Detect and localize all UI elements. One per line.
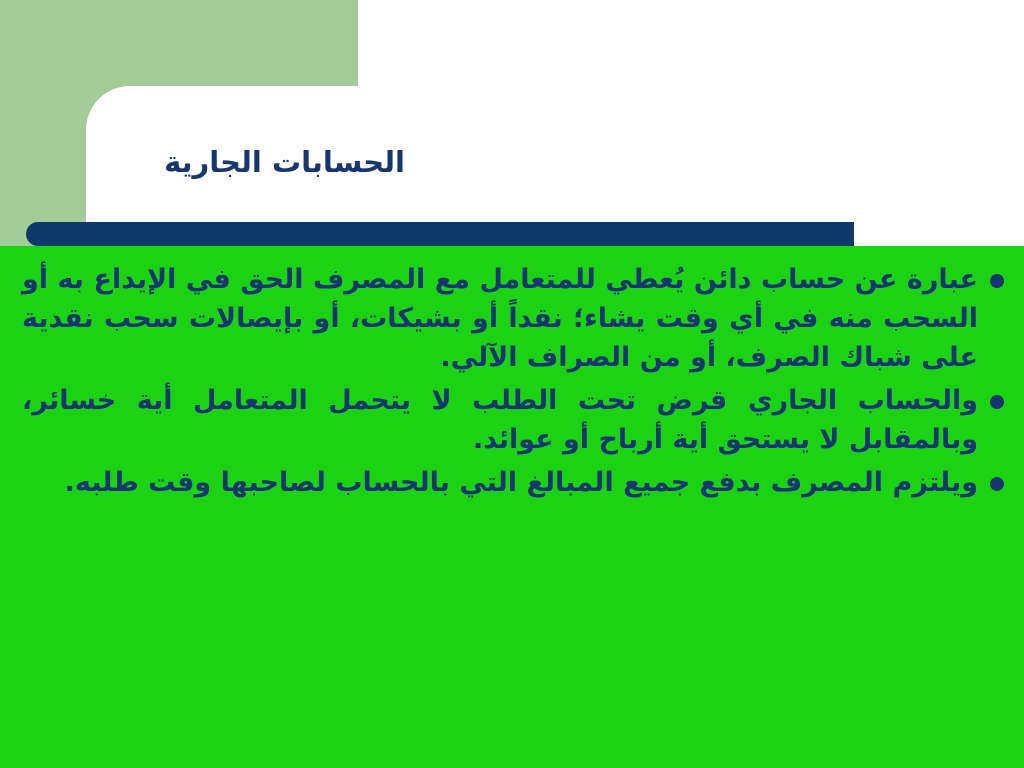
bullet-item — [16, 260, 1008, 377]
content-panel — [0, 246, 1024, 768]
bullet-dot-icon — [990, 274, 1004, 288]
slide-title: الحسابات الجارية — [164, 145, 405, 179]
bullet-item — [16, 381, 1008, 459]
bullet-text: عبارة عن حساب دائن يُعطي للمتعامل مع المصرف الحق في الإيداع به أو السحب منه في أي وقت يشاء؛ نقداً أو بشيكات، أو بإيصالات سحب نقدية على شباك الصرف، أو من الصراف الآلي. — [22, 264, 978, 373]
bullet-dot-icon — [990, 395, 1004, 409]
bullet-list — [16, 260, 1008, 506]
bullet-text: والحساب الجاري قرض تحت الطلب لا يتحمل المتعامل أية خسائر، وبالمقابل لا يستحق أية أرباح أو عوائد. — [22, 385, 978, 455]
title-divider-bar — [26, 222, 854, 246]
bullet-dot-icon — [990, 477, 1004, 491]
bullet-text: ويلتزم المصرف بدفع جميع المبالغ التي بالحساب لصاحبها وقت طلبه. — [64, 467, 978, 498]
bullet-item — [16, 463, 1008, 502]
